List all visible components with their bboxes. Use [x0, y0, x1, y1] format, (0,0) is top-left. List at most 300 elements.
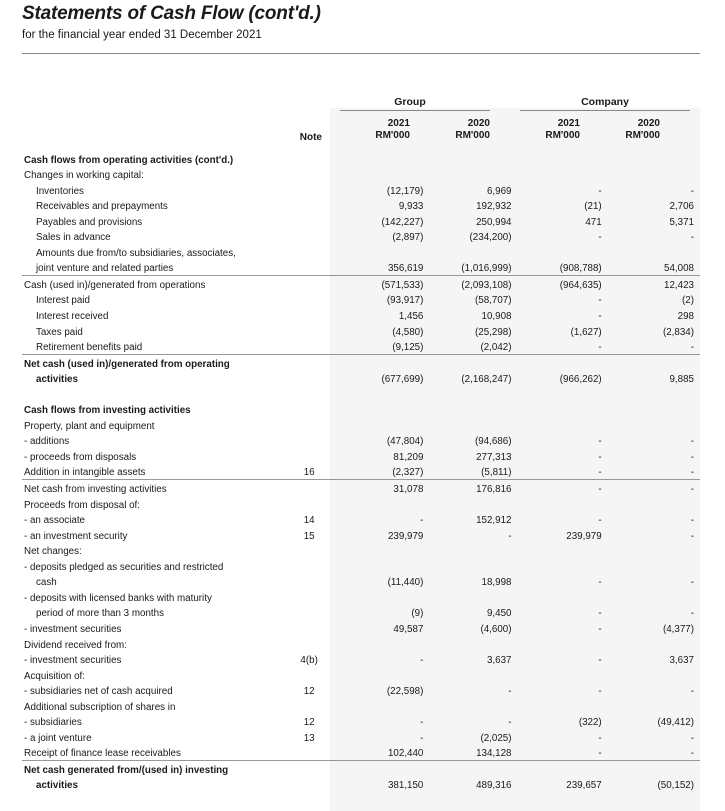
- row-note: [277, 386, 341, 402]
- company-2020-value: [608, 402, 700, 418]
- company-2020-value: [608, 244, 700, 260]
- row-note: [277, 574, 341, 590]
- group-2020-value: (2,168,247): [461, 374, 512, 386]
- table-row: [22, 167, 700, 183]
- company-2020-value: 12,423: [608, 276, 700, 292]
- group-2021-value: [341, 667, 429, 683]
- group-underline: [340, 110, 490, 111]
- row-label: Addition in intangible assets: [24, 467, 146, 479]
- note-heading: Note: [299, 132, 322, 143]
- company-2021-value: 471: [585, 216, 602, 228]
- row-label: Taxes paid: [36, 326, 83, 338]
- group-2020-value: [429, 151, 517, 167]
- company-2020-value: [608, 386, 700, 402]
- company-2021-value: -: [598, 467, 602, 479]
- company-2021-value: [518, 543, 608, 559]
- company-2020-value: -: [690, 232, 694, 244]
- group-2021-value: (2,897): [392, 232, 424, 244]
- company-2021-value: [518, 698, 608, 714]
- company-2021-value: -: [598, 295, 602, 307]
- company-2021-value: -: [598, 623, 602, 635]
- col-heading-group-2020: 2020 RM'000: [455, 118, 490, 141]
- row-label: Net cash from investing activities: [22, 480, 277, 496]
- group-2021-value: [341, 355, 429, 371]
- row-note: [277, 636, 341, 652]
- company-2020-value: -: [690, 451, 694, 463]
- company-2021-value: (322): [578, 717, 602, 729]
- row-label: Changes in working capital:: [24, 170, 144, 182]
- company-2021-value: -: [598, 732, 602, 744]
- company-2021-value: [518, 167, 608, 183]
- group-2021-value: (47,804): [386, 436, 424, 448]
- company-heading: Company: [581, 96, 629, 108]
- table-row: [22, 761, 700, 777]
- table-row: [22, 480, 700, 496]
- company-2021-value: [518, 402, 608, 418]
- table-row: [22, 558, 700, 574]
- row-note: [277, 620, 341, 636]
- row-label: period of more than 3 months: [36, 608, 164, 620]
- group-2020-value: -: [508, 530, 512, 542]
- company-2020-value: 298: [677, 311, 694, 323]
- row-label: - deposits with licensed banks with maturity: [24, 592, 212, 604]
- group-2021-value: (9): [411, 608, 424, 620]
- group-2021-value: [341, 151, 429, 167]
- company-2021-value: -: [598, 311, 602, 323]
- table-row: [22, 605, 700, 621]
- row-label: Net cash (used in)/generated from operating: [22, 355, 277, 371]
- group-2021-value: [341, 244, 429, 260]
- company-2020-value: -: [690, 467, 694, 479]
- table-row: [22, 244, 700, 260]
- company-2020-value: -: [690, 530, 694, 542]
- company-2021-value: [518, 496, 608, 512]
- company-2021-value: (964,635): [518, 276, 608, 292]
- row-note: [277, 558, 341, 574]
- company-2020-value: -: [690, 608, 694, 620]
- table-row: [22, 292, 700, 308]
- group-2021-value: 81,209: [393, 451, 424, 463]
- table-row: [22, 417, 700, 433]
- company-2021-value: [518, 636, 608, 652]
- company-2021-value: [518, 667, 608, 683]
- row-note: [277, 448, 341, 464]
- company-2021-value: [518, 761, 608, 777]
- table-row: [22, 323, 700, 339]
- company-2021-value: [518, 589, 608, 605]
- group-2020-value: 176,816: [429, 480, 517, 496]
- row-note: [277, 167, 341, 183]
- group-2021-value: [341, 636, 429, 652]
- company-2021-value: [518, 558, 608, 574]
- company-2021-value: -: [598, 686, 602, 698]
- group-2020-value: [429, 761, 517, 777]
- table-row: [22, 667, 700, 683]
- company-2020-value: [608, 636, 700, 652]
- company-2021-value: [518, 386, 608, 402]
- group-2020-value: 10,908: [481, 311, 512, 323]
- row-note: [277, 355, 341, 371]
- row-note: [277, 698, 341, 714]
- group-2021-value: [341, 496, 429, 512]
- row-label: Interest received: [36, 311, 109, 323]
- group-2020-value: -: [508, 686, 512, 698]
- row-label: Net changes:: [24, 546, 82, 558]
- row-note: [277, 745, 341, 761]
- company-2021-value: -: [598, 436, 602, 448]
- group-2021-value: 1,456: [398, 311, 424, 323]
- table-row: [22, 543, 700, 559]
- table-row: [22, 512, 700, 528]
- group-2020-value: [429, 167, 517, 183]
- group-2020-value: (5,811): [481, 467, 512, 479]
- row-label: - additions: [24, 436, 70, 448]
- company-2020-value: -: [690, 342, 694, 354]
- table-row: [22, 527, 700, 543]
- row-note: [277, 761, 341, 777]
- row-note: [277, 229, 341, 245]
- row-label: - subsidiaries net of cash acquired: [24, 686, 173, 698]
- row-note: 13: [303, 732, 315, 744]
- table-row: [22, 589, 700, 605]
- table-row: [22, 714, 700, 730]
- group-2020-value: 3,637: [486, 655, 512, 667]
- col-heading-group-2021: 2021 RM'000: [375, 118, 410, 141]
- company-2020-value: -: [690, 732, 694, 744]
- row-label: - subsidiaries: [24, 717, 82, 729]
- company-2020-value: [608, 151, 700, 167]
- group-2020-value: [429, 543, 517, 559]
- row-note: 4(b): [300, 655, 318, 667]
- row-note: [277, 276, 341, 292]
- group-2020-value: [429, 636, 517, 652]
- table-row: [22, 355, 700, 371]
- group-2021-value: [341, 543, 429, 559]
- group-2021-value: (12,179): [386, 185, 424, 197]
- company-2021-value: -: [598, 608, 602, 620]
- company-2021-value: -: [598, 748, 602, 760]
- table-row: [22, 464, 700, 480]
- row-note: [277, 244, 341, 260]
- page-title: Statements of Cash Flow (cont'd.): [22, 3, 321, 24]
- group-2020-value: (94,686): [475, 436, 512, 448]
- group-2020-value: (2,025): [480, 732, 512, 744]
- col-heading-company-2021: 2021 RM'000: [545, 118, 580, 141]
- table-row: [22, 182, 700, 198]
- table-row: [22, 652, 700, 668]
- group-2021-value: -: [420, 655, 424, 667]
- table-row: [22, 229, 700, 245]
- group-2021-value: (142,227): [381, 216, 424, 228]
- row-label: Inventories: [36, 185, 84, 197]
- row-note: 12: [303, 717, 315, 729]
- group-2020-value: [429, 386, 517, 402]
- table-row: [22, 213, 700, 229]
- row-note: [277, 339, 341, 355]
- company-2021-value: -: [598, 185, 602, 197]
- company-2021-value: -: [598, 655, 602, 667]
- table-row: [22, 636, 700, 652]
- company-2021-value: 239,657: [566, 780, 602, 792]
- group-2020-value: [429, 355, 517, 371]
- group-2021-value: [341, 402, 429, 418]
- company-2020-value: [608, 667, 700, 683]
- group-2021-value: [341, 589, 429, 605]
- group-2021-value: (571,533): [341, 276, 429, 292]
- group-2020-value: (2,042): [480, 342, 512, 354]
- table-row: [22, 339, 700, 355]
- cash-flow-table: [22, 151, 700, 792]
- group-2020-value: [429, 496, 517, 512]
- group-2020-value: [429, 698, 517, 714]
- table-row: [22, 729, 700, 745]
- group-2020-value: 152,912: [476, 515, 512, 527]
- row-note: [277, 323, 341, 339]
- company-2020-value: 9,885: [669, 374, 694, 386]
- group-2021-value: 102,440: [387, 748, 424, 760]
- group-2020-value: 6,969: [486, 185, 512, 197]
- group-2020-value: (2,093,108): [429, 276, 517, 292]
- group-2020-value: [429, 417, 517, 433]
- table-row: [22, 307, 700, 323]
- company-2020-value: [608, 589, 700, 605]
- company-underline: [520, 110, 690, 111]
- company-2020-value: [608, 558, 700, 574]
- group-2021-value: 356,619: [387, 263, 424, 275]
- group-2020-value: 18,998: [481, 577, 512, 589]
- row-label: activities: [36, 374, 78, 386]
- table-row: [22, 698, 700, 714]
- row-note: [277, 417, 341, 433]
- row-note: [277, 260, 341, 276]
- group-2021-value: [341, 558, 429, 574]
- row-note: [277, 292, 341, 308]
- group-2021-value: 381,150: [387, 780, 424, 792]
- group-2021-value: -: [420, 515, 424, 527]
- group-2021-value: [341, 167, 429, 183]
- table-row: [22, 574, 700, 590]
- group-2020-value: (1,016,999): [461, 263, 512, 275]
- row-label: - deposits pledged as securities and restricted: [24, 561, 224, 573]
- row-note: 15: [303, 530, 315, 542]
- row-label: Payables and provisions: [36, 216, 143, 228]
- row-label: - an investment security: [24, 530, 128, 542]
- row-label: Proceeds from disposal of:: [24, 499, 140, 511]
- row-label: - investment securities: [24, 623, 122, 635]
- company-2020-value: [608, 496, 700, 512]
- group-2020-value: (234,200): [469, 232, 512, 244]
- row-label: - an associate: [24, 515, 85, 527]
- company-2021-value: -: [598, 451, 602, 463]
- group-2021-value: [341, 417, 429, 433]
- company-2020-value: 5,371: [669, 216, 694, 228]
- company-2020-value: -: [608, 480, 700, 496]
- row-label: - proceeds from disposals: [24, 451, 137, 463]
- row-note: [277, 777, 341, 793]
- group-2021-value: (4,580): [392, 326, 424, 338]
- group-2020-value: [429, 589, 517, 605]
- company-2020-value: (49,412): [657, 717, 694, 729]
- group-2020-value: 192,932: [476, 201, 512, 213]
- row-note: 14: [303, 515, 315, 527]
- row-label: Net cash generated from/(used in) investing: [22, 761, 277, 777]
- company-2021-value: (966,262): [559, 374, 602, 386]
- group-2021-value: [341, 386, 429, 402]
- row-note: [277, 496, 341, 512]
- group-2020-value: (25,298): [475, 326, 512, 338]
- company-2020-value: -: [690, 748, 694, 760]
- company-2020-value: -: [690, 436, 694, 448]
- table-row: [22, 260, 700, 276]
- row-note: [277, 402, 341, 418]
- company-2021-value: -: [518, 480, 608, 496]
- table-row: [22, 745, 700, 761]
- row-note: [277, 151, 341, 167]
- row-note: [277, 589, 341, 605]
- company-2020-value: [608, 417, 700, 433]
- row-note: [277, 198, 341, 214]
- table-row: [22, 433, 700, 449]
- company-2021-value: -: [598, 232, 602, 244]
- row-label: joint venture and related parties: [36, 263, 174, 275]
- row-note: [277, 605, 341, 621]
- row-note: [277, 667, 341, 683]
- row-label: - a joint venture: [24, 732, 92, 744]
- row-label: activities: [36, 780, 78, 792]
- row-label: Dividend received from:: [24, 639, 127, 651]
- table-row: [22, 276, 700, 292]
- row-note: [277, 433, 341, 449]
- company-2020-value: (50,152): [657, 780, 694, 792]
- group-2020-value: 277,313: [476, 451, 512, 463]
- company-2021-value: -: [598, 342, 602, 354]
- company-2021-value: (908,788): [559, 263, 602, 275]
- group-2021-value: -: [420, 717, 424, 729]
- group-2021-value: 31,078: [341, 480, 429, 496]
- row-label: Retirement benefits paid: [36, 342, 143, 354]
- company-2020-value: (4,377): [662, 623, 694, 635]
- row-label: Amounts due from/to subsidiaries, associates,: [36, 247, 236, 259]
- company-2020-value: (2): [682, 295, 694, 307]
- table-row: [22, 620, 700, 636]
- row-label: Receipt of finance lease receivables: [24, 748, 181, 760]
- company-2020-value: 3,637: [669, 655, 694, 667]
- row-note: [277, 213, 341, 229]
- row-label: Cash (used in)/generated from operations: [22, 276, 277, 292]
- table-row: [22, 777, 700, 793]
- group-2020-value: 489,316: [476, 780, 512, 792]
- row-label: Additional subscription of shares in: [24, 701, 176, 713]
- row-note: [277, 480, 341, 496]
- group-2020-value: -: [508, 717, 512, 729]
- group-2021-value: (11,440): [387, 577, 424, 589]
- row-note: [277, 371, 341, 387]
- group-2021-value: 239,979: [387, 530, 424, 542]
- row-note: [277, 307, 341, 323]
- company-2021-value: (21): [584, 201, 602, 213]
- table-row: [22, 371, 700, 387]
- company-2020-value: (2,834): [662, 326, 694, 338]
- group-2020-value: 250,994: [476, 216, 512, 228]
- company-2020-value: -: [690, 515, 694, 527]
- row-label: Property, plant and equipment: [24, 420, 155, 432]
- group-2021-value: 9,933: [398, 201, 424, 213]
- group-2020-value: [429, 402, 517, 418]
- row-label: Cash flows from investing activities: [24, 405, 191, 417]
- group-2020-value: 9,450: [486, 608, 512, 620]
- group-2020-value: [429, 244, 517, 260]
- row-label: Interest paid: [36, 295, 90, 307]
- group-2021-value: (9,125): [392, 342, 424, 354]
- company-2021-value: [518, 151, 608, 167]
- row-note: [277, 543, 341, 559]
- group-2020-value: [429, 667, 517, 683]
- company-2021-value: -: [598, 515, 602, 527]
- row-label: Cash flows from operating activities (cont'd.): [24, 154, 234, 166]
- row-note: 12: [303, 686, 315, 698]
- group-2021-value: (22,598): [386, 686, 424, 698]
- row-label: cash: [36, 577, 57, 589]
- group-2021-value: (2,327): [392, 467, 424, 479]
- group-2021-value: (677,699): [381, 374, 424, 386]
- company-2021-value: [518, 244, 608, 260]
- company-2021-value: [518, 355, 608, 371]
- company-2020-value: 54,008: [664, 263, 694, 275]
- row-label: - investment securities: [24, 655, 122, 667]
- company-2021-value: -: [598, 577, 602, 589]
- group-2021-value: (93,917): [386, 295, 424, 307]
- company-2020-value: [608, 167, 700, 183]
- company-2020-value: [608, 543, 700, 559]
- company-2021-value: (1,627): [570, 326, 602, 338]
- company-2020-value: -: [690, 577, 694, 589]
- group-2020-value: 134,128: [476, 748, 512, 760]
- header-divider: [22, 53, 700, 54]
- group-2021-value: [341, 761, 429, 777]
- company-2021-value: [518, 417, 608, 433]
- table-row: [22, 402, 700, 418]
- group-2020-value: [429, 558, 517, 574]
- company-2021-value: 239,979: [566, 530, 602, 542]
- table-row: [22, 683, 700, 699]
- table-row: [22, 448, 700, 464]
- col-heading-company-2020: 2020 RM'000: [625, 118, 660, 141]
- row-label: Sales in advance: [36, 232, 111, 244]
- row-label: [22, 386, 277, 402]
- table-row: [22, 496, 700, 512]
- row-label: Receivables and prepayments: [36, 201, 168, 213]
- company-2020-value: -: [690, 185, 694, 197]
- group-2021-value: [341, 698, 429, 714]
- company-2020-value: [608, 355, 700, 371]
- group-2020-value: (58,707): [475, 295, 512, 307]
- company-2020-value: [608, 761, 700, 777]
- company-2020-value: 2,706: [669, 201, 694, 213]
- row-note: 16: [303, 467, 315, 479]
- company-2020-value: [608, 698, 700, 714]
- group-2020-value: (4,600): [480, 623, 512, 635]
- page-subtitle: for the financial year ended 31 December 2021: [22, 29, 262, 41]
- company-2020-value: -: [690, 686, 694, 698]
- row-label: Acquisition of:: [24, 670, 85, 682]
- row-note: [277, 182, 341, 198]
- group-2021-value: -: [420, 732, 424, 744]
- table-row: [22, 386, 700, 402]
- group-heading: Group: [394, 96, 426, 108]
- group-2021-value: 49,587: [393, 623, 424, 635]
- table-row: [22, 198, 700, 214]
- table-row: [22, 151, 700, 167]
